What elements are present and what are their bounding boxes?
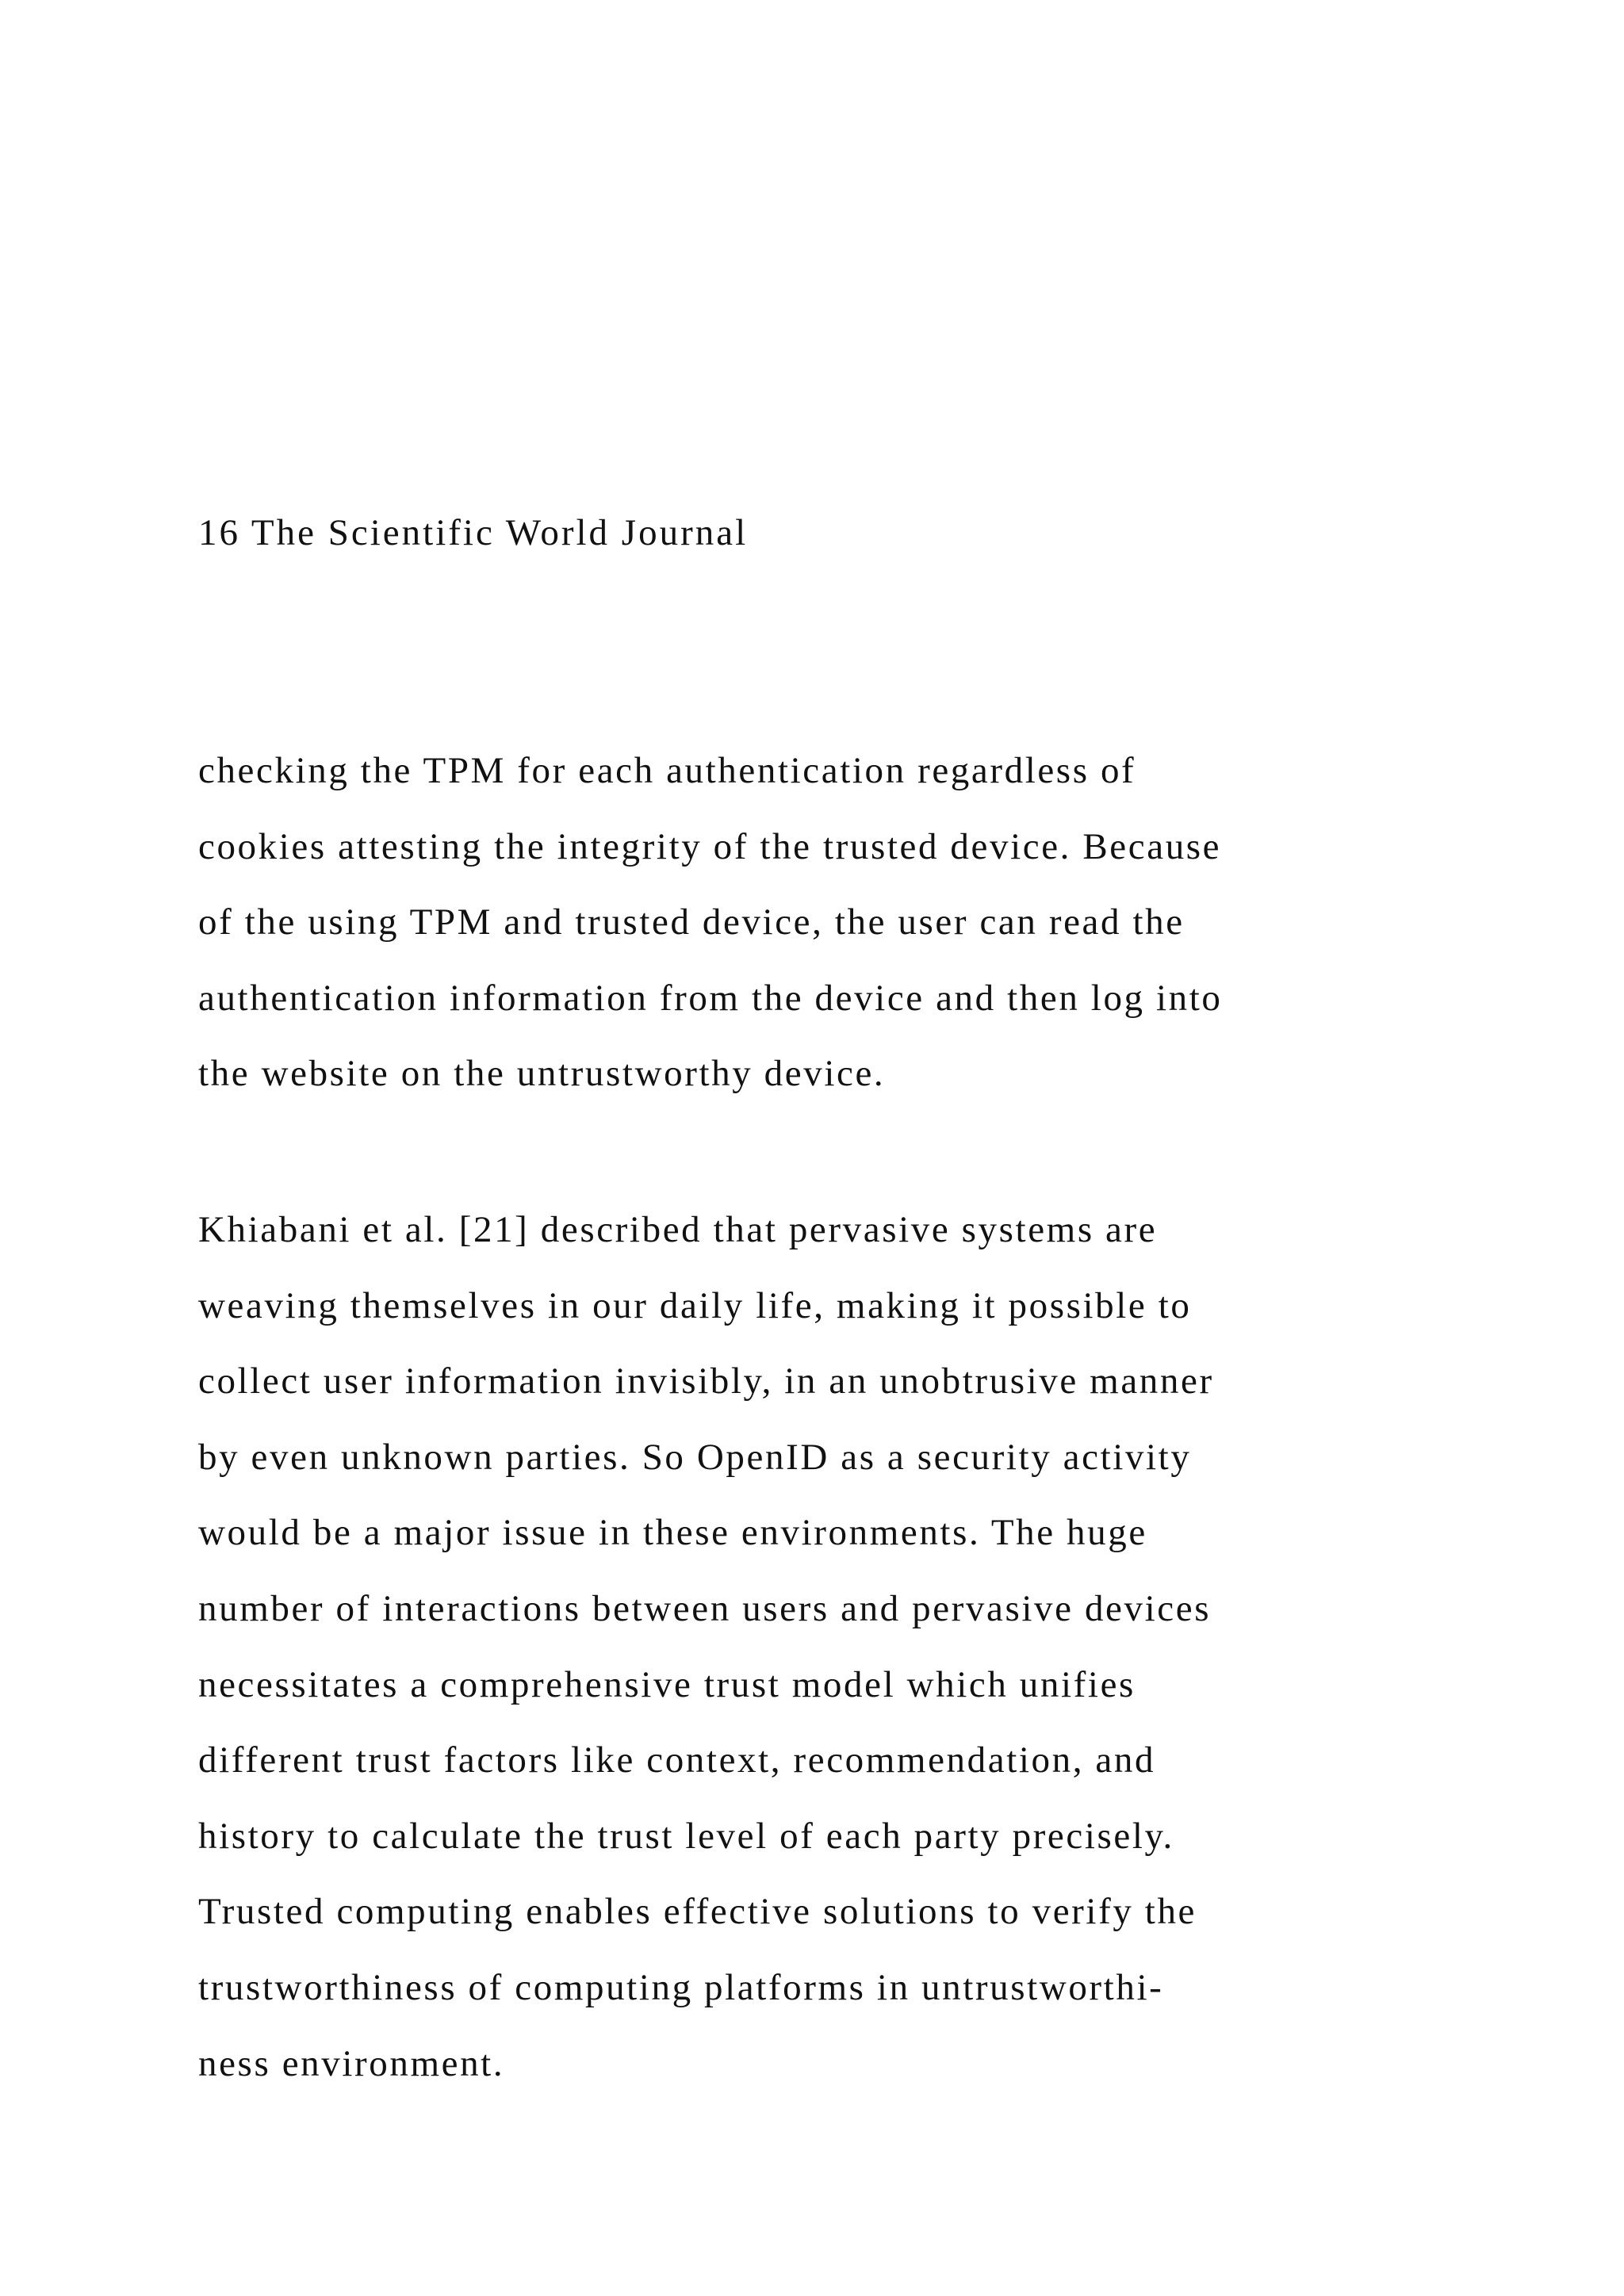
text-line: checking the TPM for each authentication regardless of bbox=[198, 750, 1136, 791]
body-paragraph bbox=[198, 1192, 1214, 2102]
text-line: ness environment. bbox=[198, 2042, 505, 2084]
text-line: of the using TPM and trusted device, the user can read the bbox=[198, 901, 1185, 943]
text-line: collect user information invisibly, in an unobtrusive manner bbox=[198, 1360, 1214, 1402]
body-paragraph bbox=[198, 733, 1223, 1112]
text-line: history to calculate the trust level of each party precisely. bbox=[198, 1815, 1174, 1857]
text-line: cookies attesting the integrity of the trusted device. Because bbox=[198, 825, 1222, 867]
running-header: 16 The Scientific World Journal bbox=[198, 512, 749, 553]
text-line: Khiabani et al. [21] described that pervasive systems are bbox=[198, 1209, 1158, 1250]
text-line: would be a major issue in these environments. The huge bbox=[198, 1512, 1147, 1554]
text-line: different trust factors like context, recommendation, and bbox=[198, 1739, 1156, 1781]
text-line: necessitates a comprehensive trust model which unifies bbox=[198, 1663, 1136, 1705]
text-line: Trusted computing enables effective solutions to verify the bbox=[198, 1891, 1197, 1933]
text-line: the website on the untrustworthy device. bbox=[198, 1053, 886, 1095]
text-line: authentication information from the device and then log into bbox=[198, 977, 1223, 1019]
text-line: number of interactions between users and pervasive devices bbox=[198, 1587, 1212, 1629]
text-line: by even unknown parties. So OpenID as a security activity bbox=[198, 1436, 1192, 1478]
text-line: trustworthiness of computing platforms in untrustworthi- bbox=[198, 1966, 1164, 2008]
text-line: weaving themselves in our daily life, making it possible to bbox=[198, 1284, 1192, 1326]
